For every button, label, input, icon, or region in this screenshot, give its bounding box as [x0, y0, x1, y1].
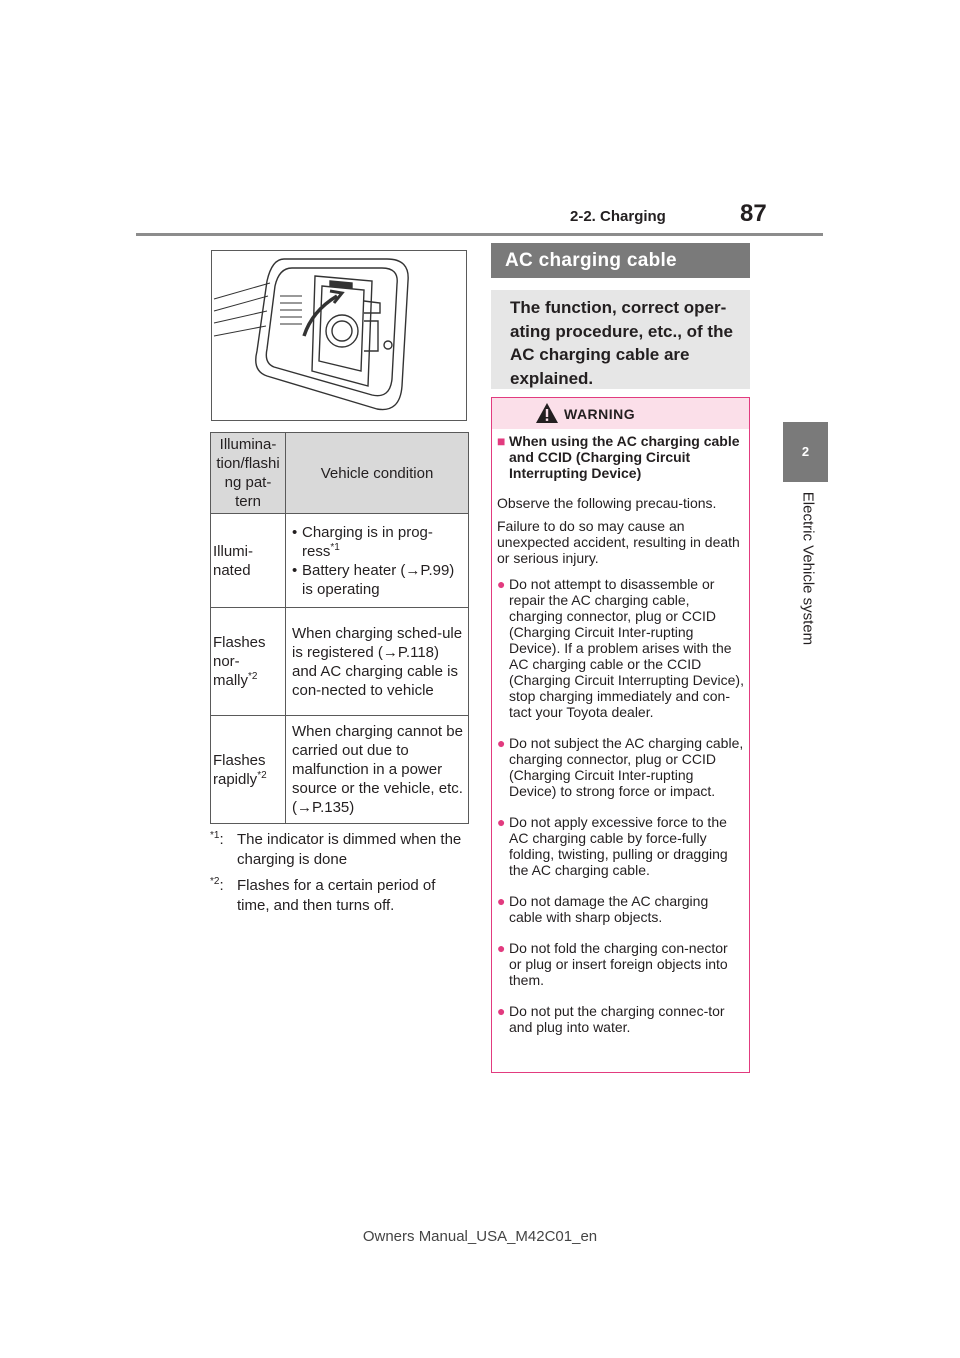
pattern-cell — [211, 514, 286, 608]
footer-text: Owners Manual_USA_M42C01_en — [362, 1228, 598, 1245]
condition-cell: When charging cannot be carried out due to malfunction in a power source or the vehicle, etc. (→P.135) — [286, 716, 469, 824]
footnote-ref: *2 — [248, 671, 258, 682]
condition-item-text: Charging is in prog-ress — [302, 523, 433, 560]
warning-bullet: ● Do not put the charging connec-tor and plug into water. — [497, 1003, 744, 1035]
charging-port-illustration — [212, 251, 466, 420]
table-row — [211, 514, 469, 608]
footnote-mark: *1 — [210, 830, 220, 841]
indicator-table — [210, 432, 469, 824]
intro-text: The function, correct oper-ating procedure, etc., of the AC charging cable are explained. — [510, 298, 733, 388]
footnote-ref: *1 — [330, 541, 340, 553]
table-row — [211, 608, 469, 716]
footnote: $^{*2}$: Flashes for a certain period of time, and then turns off. — [210, 876, 470, 916]
footnote-mark: *2 — [210, 876, 220, 887]
pattern-label: Illumi-nated — [213, 542, 253, 579]
section-header: 2-2. Charging — [570, 208, 666, 225]
warning-title: WARNING — [564, 406, 636, 422]
footnote-text: Flashes for a certain period of time, and then turns off. — [237, 877, 436, 914]
condition-item — [302, 523, 466, 561]
pattern-cell — [211, 716, 286, 824]
header-condition: Vehicle condition — [286, 433, 469, 514]
warning-paragraph: Observe the following precau-tions. — [497, 495, 717, 511]
pattern-cell — [211, 608, 286, 716]
footnote-text: The indicator is dimmed when the charging is done — [237, 831, 462, 868]
condition-cell: When charging sched-ule is registered (→P.118) and AC charging cable is con-nected to vehicle — [286, 608, 469, 716]
warning-triangle-icon — [535, 402, 559, 424]
condition-item-text: Battery heater (→P.99) is operating — [302, 561, 455, 598]
table-row — [211, 716, 469, 824]
header-pattern: Illumina-tion/flashi ng pat-tern — [211, 433, 286, 514]
condition-list — [292, 523, 466, 599]
pattern-label: Flashes rapidly — [213, 751, 266, 788]
charging-port-figure — [211, 250, 467, 421]
table-header-row — [211, 433, 469, 514]
warning-bullet: ● Do not damage the AC charging cable with sharp objects. — [497, 893, 744, 925]
footnote: $^{*1}$: The indicator is dimmed when the charging is done — [210, 830, 470, 870]
page-number: 87 — [740, 200, 767, 227]
warning-bullet: ● Do not apply excessive force to the AC charging cable by force-fully folding, twisting, pulling or dragging the AC charging cable. — [497, 814, 744, 878]
header-rule — [136, 233, 823, 236]
chapter-tab[interactable]: 2 — [783, 422, 828, 482]
section-title: AC charging cable — [505, 250, 677, 271]
warning-bullet: ● Do not fold the charging con-nector or plug or insert foreign objects into them. — [497, 940, 744, 988]
warning-bullet: ● Do not attempt to disassemble or repair the AC charging cable, charging connector, plug or CCID (Charging Circuit Inter-rupting Device). If a problem arises with the AC charging cable or the CCID (Charging Circuit Interrupting Device), stop charging immediately and con-tact your Toyota dealer. — [497, 576, 744, 720]
warning-content — [497, 433, 744, 1050]
warning-paragraph: Failure to do so may cause an unexpected accident, resulting in death or serious injury. — [497, 518, 740, 566]
pattern-label: Flashes nor-mally — [213, 634, 266, 689]
condition-item — [302, 561, 466, 599]
condition-cell — [286, 514, 469, 608]
warning-bullet: ● Do not subject the AC charging cable, charging connector, plug or CCID (Charging Circuit Inter-rupting Device) to strong force or impact. — [497, 735, 744, 799]
warning-subheading: ■ When using the AC charging cable and CCID (Charging Circuit Interrupting Device) — [497, 433, 744, 481]
chapter-title: Electric Vehicle system — [799, 491, 817, 646]
footnote-ref: *2 — [257, 769, 267, 781]
